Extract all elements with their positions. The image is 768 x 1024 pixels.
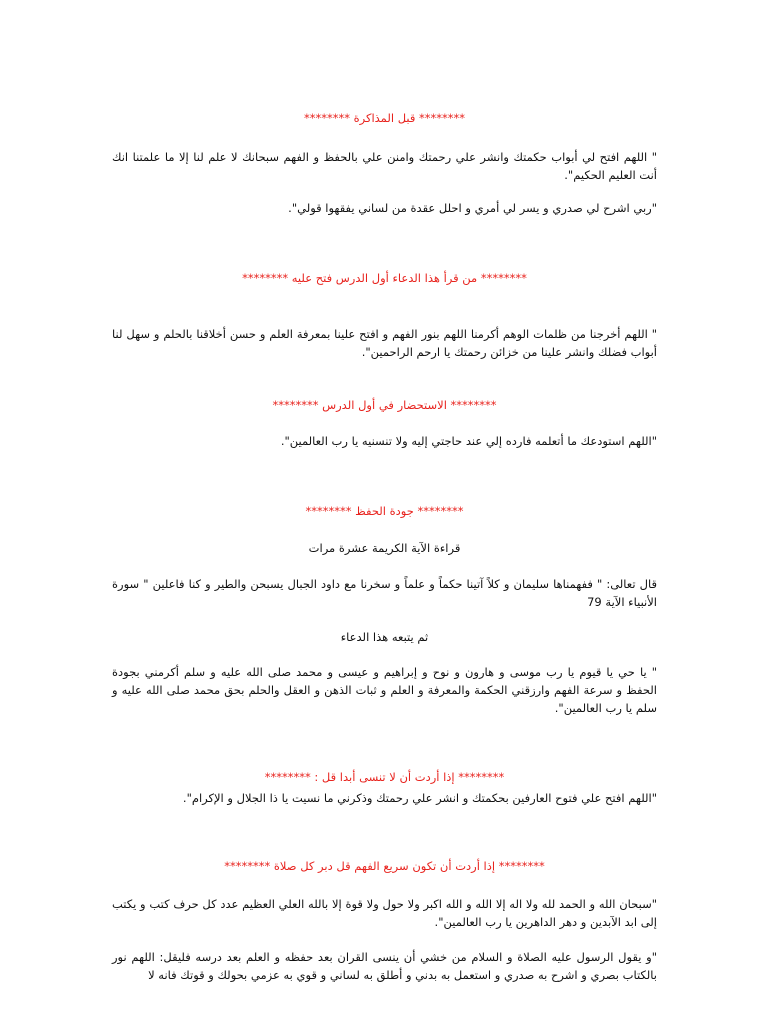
section-heading-memorization: ******** جودة الحفظ ********	[305, 504, 464, 518]
dua-paragraph: "اللهم استودعك ما أتعلمه فارده إلي عند حاجتي إليه ولا تنسنيه يا رب العالمين".	[280, 434, 657, 448]
hadith-paragraph: "و يقول الرسول عليه الصلاة و السلام من خشي أن ينسى القران بعد حفظه و العلم بعد درسه فليقل: اللهم نور بالكتاب بصري و اشرح به صدري و استعمل به بدني و أطلق به لساني و قوي به عزمي بحولك و قوتك فانه لا	[112, 950, 657, 982]
section-heading-recall: ******** الاستحضار في أول الدرس ********	[272, 398, 497, 412]
dua-paragraph: " اللهم أخرجنا من ظلمات الوهم أكرمنا اللهم بنور الفهم و افتح علينا بمعرفة العلم و حسن أخلاقنا بالحلم و سهل لنا أبواب فضلك وانشر علينا من خزائن رحمتك يا ارحم الراحمين".	[112, 327, 657, 359]
dua-paragraph: "اللهم افتح علي فتوح العارفين بحكمتك و انشر علي رحمتك وذكرني ما نسيت يا ذا الجلال و الإكرام".	[182, 791, 657, 805]
section-heading-quick-understanding: ******** إذا أردت أن تكون سريع الفهم قل دبر كل صلاة ********	[224, 859, 545, 873]
dua-paragraph: "ربي اشرح لي صدري و يسر لي أمري و احلل عقدة من لساني يفقهوا قولي".	[288, 201, 657, 215]
section-heading-start-of-lesson: ******** من قرأ هذا الدعاء أول الدرس فتح عليه ********	[242, 271, 527, 285]
section-heading-never-forget: ******** إذا أردت أن لا تنسى أبدا قل : ********	[264, 770, 505, 784]
dua-paragraph: " اللهم افتح لي أبواب حكمتك وانشر علي رحمتك وامنن علي بالحفظ و الفهم سبحانك لا علم لنا إلا ما علمتنا انك أنت العليم الحكيم".	[112, 150, 657, 182]
section-heading-before-study: ******** قبل المذاكرة ********	[303, 111, 466, 125]
quran-verse-paragraph: قال تعالى: " ففهمناها سليمان و كلاً آتينا حكماً و علماً و سخرنا مع داود الجبال يسبحن والطير و كنا فاعلين " سورة الأنبياء الآية 79	[112, 577, 657, 609]
dua-paragraph: "سبحان الله و الحمد لله ولا اله إلا الله و الله اكبر ولا حول ولا قوة إلا بالله العلي العظيم عدد كل حرف كتب و يكتب إلى ابد الآبدين و دهر الداهرين يا رب العالمين".	[112, 897, 657, 929]
dua-paragraph: " يا حي يا قيوم يا رب موسى و هارون و نوح و إبراهيم و عيسى و محمد صلى الله عليه و سلم أكرمني بجودة الحفظ و سرعة الفهم وارزقني الحكمة والمعرفة و العلم و ثبات الذهن و العقل والحلم بحق محمد صلى الله عليه و سلم يا رب العالمين".	[112, 665, 657, 715]
instruction-line: ثم يتبعه هذا الدعاء	[340, 630, 429, 644]
instruction-line: قراءة الآية الكريمة عشرة مرات	[308, 541, 461, 555]
